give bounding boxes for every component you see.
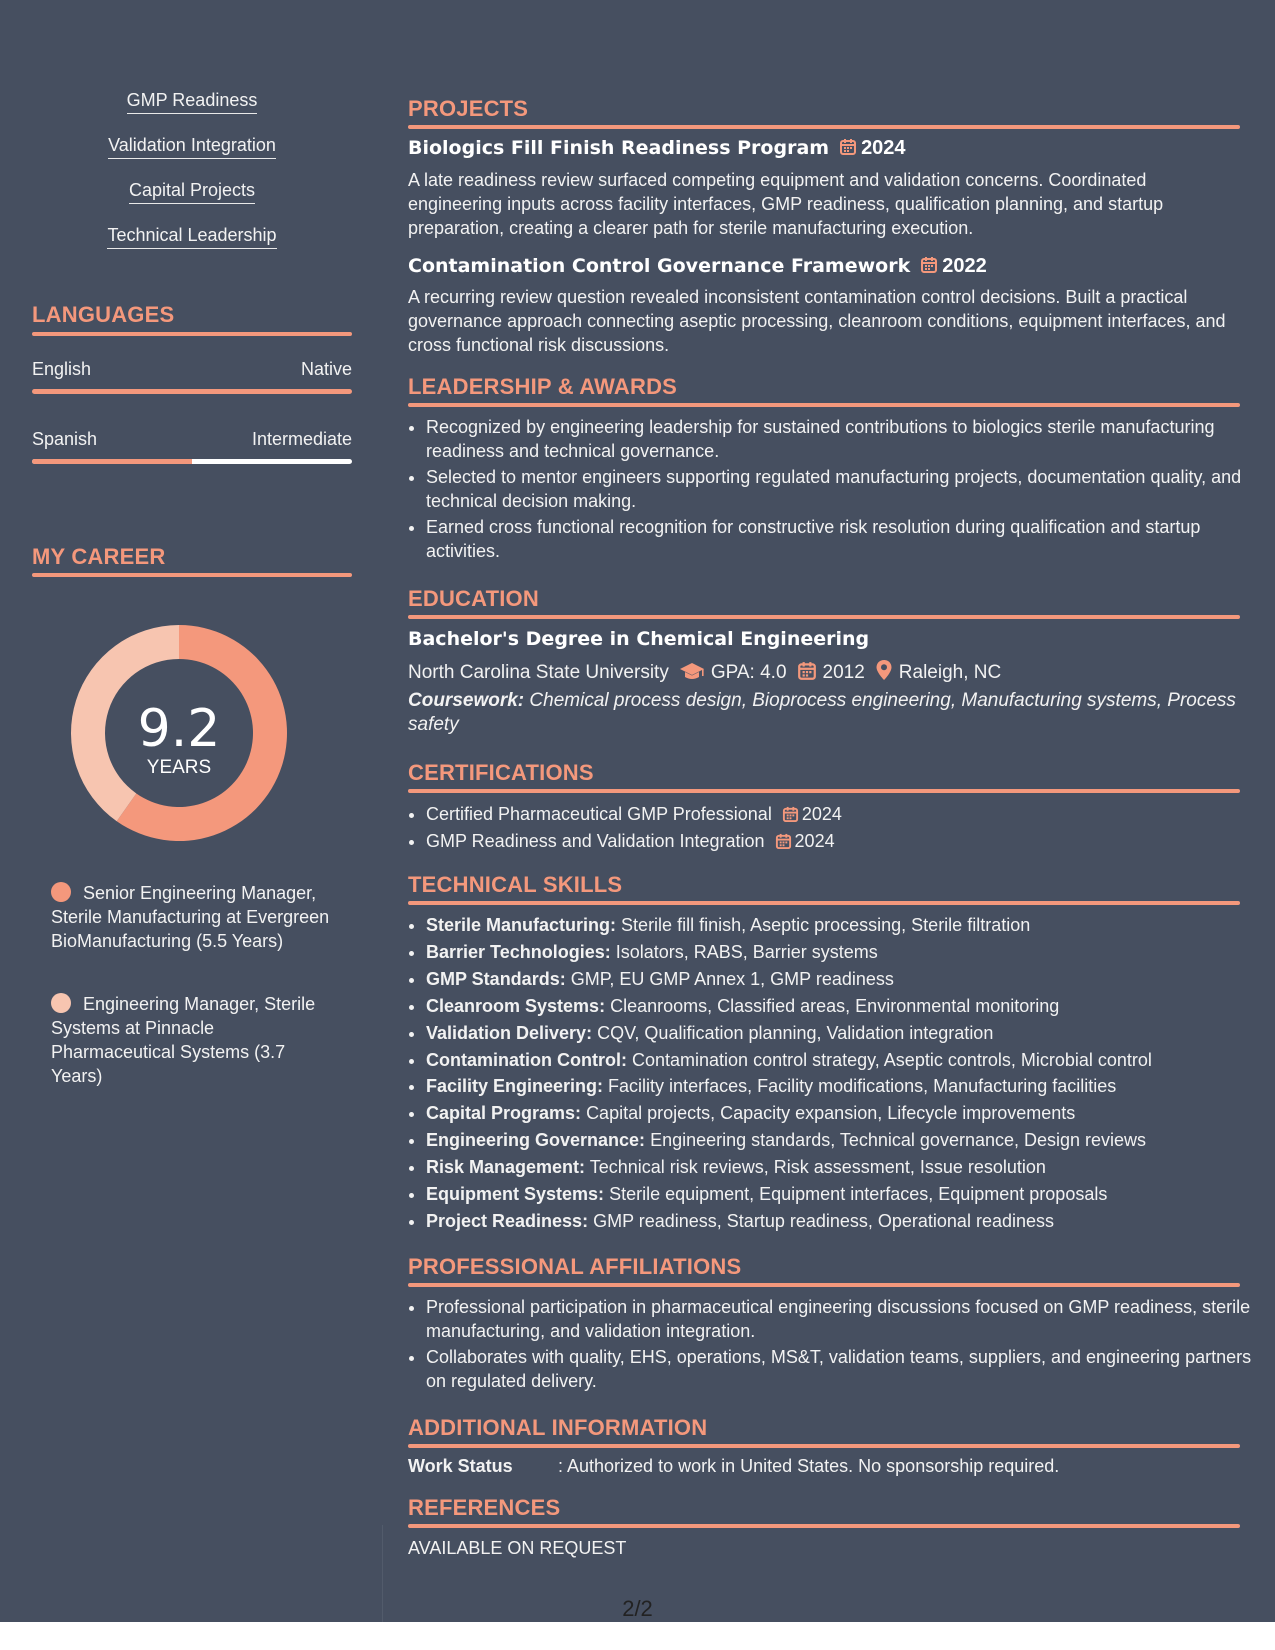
certifications-list bbox=[408, 801, 1258, 855]
graduation-cap-icon bbox=[679, 661, 705, 681]
skill-item bbox=[426, 1100, 1258, 1127]
language-bar-english bbox=[32, 389, 352, 394]
skill-category: Sterile Manufacturing: bbox=[426, 915, 617, 935]
language-bar-spanish bbox=[32, 459, 352, 464]
skill-values: Capital projects, Capacity expansion, Lifecycle improvements bbox=[586, 1103, 1076, 1124]
calendar-icon bbox=[775, 833, 792, 850]
education-details bbox=[408, 659, 1001, 684]
calendar-icon bbox=[782, 806, 799, 823]
list-item: • Collaborates with quality, EHS, operations, MS&T, validation teams, suppliers, and engineering partners on regulated delivery. bbox=[426, 1345, 1258, 1393]
certification-item bbox=[426, 828, 1258, 855]
career-item-text: Engineering Manager, Sterile Systems at Pinnacle Pharmaceutical Systems (3.7 Years) bbox=[51, 994, 316, 1086]
skill-item bbox=[426, 1181, 1258, 1208]
skill-item bbox=[426, 1073, 1258, 1100]
languages-heading: LANGUAGES bbox=[32, 302, 175, 327]
career-unit: YEARS bbox=[146, 757, 212, 778]
technical-skills-rule bbox=[408, 901, 1240, 905]
skill-category: Capital Programs: bbox=[426, 1103, 582, 1124]
main-content bbox=[408, 0, 1252, 1622]
career-donut-chart bbox=[64, 618, 294, 848]
career-item bbox=[51, 992, 341, 1088]
skill-category: Project Readiness: bbox=[426, 1210, 589, 1231]
project-year: 2024 bbox=[861, 137, 906, 159]
skill-values: Sterile fill finish, Aseptic processing, Sterile filtration bbox=[621, 915, 1031, 935]
language-level: Native bbox=[300, 359, 352, 379]
language-name: English bbox=[32, 359, 92, 379]
calendar-icon bbox=[797, 661, 817, 681]
calendar-icon bbox=[920, 256, 938, 274]
work-status-label: Work Status bbox=[408, 1456, 513, 1476]
school-name: North Carolina State University bbox=[408, 662, 669, 683]
skill-category: GMP Standards: bbox=[426, 968, 566, 989]
project-year: 2022 bbox=[942, 255, 987, 277]
skill-category: Barrier Technologies: bbox=[426, 941, 611, 962]
skill-item bbox=[426, 912, 1258, 939]
graduation-year: 2012 bbox=[822, 662, 865, 683]
certification-year: 2024 bbox=[794, 830, 835, 851]
work-status-value: : Authorized to work in United States. No sponsorship required. bbox=[558, 1456, 1060, 1476]
languages-rule bbox=[32, 332, 352, 336]
language-spanish bbox=[32, 429, 352, 450]
certifications-heading: CERTIFICATIONS bbox=[408, 760, 594, 785]
projects-rule bbox=[408, 125, 1240, 129]
calendar-icon bbox=[839, 138, 857, 156]
coursework-label: Coursework: bbox=[408, 690, 525, 711]
skill-values: GMP, EU GMP Annex 1, GMP readiness bbox=[570, 968, 894, 989]
career-item-text: Senior Engineering Manager, Sterile Manufacturing at Evergreen BioManufacturing (5.5 Years) bbox=[51, 883, 330, 951]
career-legend-dot bbox=[51, 882, 71, 902]
skill-values: Contamination control strategy, Aseptic controls, Microbial control bbox=[632, 1049, 1152, 1070]
references-rule bbox=[408, 1524, 1240, 1528]
language-name: Spanish bbox=[32, 429, 98, 449]
skill-values: Facility interfaces, Facility modifications, Manufacturing facilities bbox=[608, 1076, 1117, 1097]
career-total-years: 9.2 bbox=[137, 699, 221, 759]
gpa: GPA: 4.0 bbox=[710, 662, 787, 683]
list-item: • Recognized by engineering leadership for sustained contributions to biologics sterile manufacturing readiness and technical governance. bbox=[426, 415, 1258, 463]
career-rule bbox=[32, 573, 352, 577]
leadership-rule bbox=[408, 403, 1240, 407]
project-description: A late readiness review surfaced competing equipment and validation concerns. Coordinated engineering inputs across facility interfaces, GMP readiness, qualification planning, and startup preparation, creating a clearer path for sterile manufacturing execution. bbox=[408, 170, 1164, 238]
skill-link-gmp-readiness[interactable]: GMP Readiness bbox=[32, 88, 352, 112]
skill-item bbox=[426, 939, 1258, 966]
affiliations-heading: PROFESSIONAL AFFILIATIONS bbox=[408, 1254, 742, 1279]
language-bar-fill bbox=[32, 389, 352, 394]
language-level: Intermediate bbox=[251, 429, 352, 449]
leadership-list bbox=[408, 415, 1258, 565]
additional-info-heading: ADDITIONAL INFORMATION bbox=[408, 1415, 708, 1440]
project-title bbox=[408, 255, 987, 278]
technical-skills-list bbox=[408, 912, 1258, 1235]
list-item: • Professional participation in pharmaceutical engineering discussions focused on GMP readiness, sterile manufacturing, and validation integration. bbox=[426, 1295, 1258, 1343]
skill-item bbox=[426, 1127, 1258, 1154]
additional-info-rule bbox=[408, 1444, 1240, 1448]
skill-category: Equipment Systems: bbox=[426, 1184, 605, 1205]
skill-item bbox=[426, 1208, 1258, 1235]
certification-year: 2024 bbox=[801, 804, 842, 824]
degree-title: Bachelor's Degree in Chemical Engineering bbox=[408, 628, 870, 650]
coursework-text: Chemical process design, Bioprocess engineering, Manufacturing systems, Process safety bbox=[408, 690, 1236, 735]
career-legend-dot bbox=[51, 993, 71, 1013]
leadership-heading: LEADERSHIP & AWARDS bbox=[408, 374, 678, 399]
certification-name: GMP Readiness and Validation Integration bbox=[426, 830, 765, 851]
skill-category: Cleanroom Systems: bbox=[426, 995, 606, 1016]
skill-item bbox=[426, 1020, 1258, 1047]
project-name: Biologics Fill Finish Readiness Program bbox=[408, 137, 830, 159]
affiliations-list bbox=[408, 1295, 1258, 1395]
skill-values: CQV, Qualification planning, Validation integration bbox=[597, 1022, 994, 1043]
skill-values: Sterile equipment, Equipment interfaces, Equipment proposals bbox=[609, 1184, 1108, 1205]
skill-category: Risk Management: bbox=[426, 1157, 586, 1178]
skill-values: Technical risk reviews, Risk assessment, Issue resolution bbox=[589, 1157, 1046, 1178]
skill-values: GMP readiness, Startup readiness, Operational readiness bbox=[593, 1210, 1054, 1231]
location: Raleigh, NC bbox=[898, 662, 1002, 683]
skill-link-capital-projects[interactable]: Capital Projects bbox=[32, 178, 352, 202]
technical-skills-heading: TECHNICAL SKILLS bbox=[408, 872, 623, 897]
project-title bbox=[408, 137, 906, 160]
skill-item bbox=[426, 1154, 1258, 1181]
affiliations-rule bbox=[408, 1283, 1240, 1287]
skill-item bbox=[426, 1047, 1258, 1074]
skill-category: Validation Delivery: bbox=[426, 1022, 593, 1043]
skill-category: Contamination Control: bbox=[426, 1049, 627, 1070]
skill-category: Engineering Governance: bbox=[426, 1130, 646, 1151]
skill-values: Cleanrooms, Classified areas, Environmental monitoring bbox=[610, 995, 1060, 1016]
certification-name: Certified Pharmaceutical GMP Professional bbox=[426, 804, 772, 824]
list-item: • Earned cross functional recognition for constructive risk resolution during qualification and startup activities. bbox=[426, 515, 1258, 563]
skill-link-validation-integration[interactable]: Validation Integration bbox=[32, 133, 352, 157]
work-status bbox=[408, 1456, 1059, 1477]
skill-values: Isolators, RABS, Barrier systems bbox=[615, 941, 878, 962]
list-item: • Selected to mentor engineers supporting regulated manufacturing projects, documentation quality, and technical decision making. bbox=[426, 465, 1258, 513]
location-pin-icon bbox=[875, 659, 893, 681]
project-description: A recurring review question revealed inconsistent contamination control decisions. Built a practical governance approach connecting aseptic processing, cleanroom conditions, equipment interfaces, and cross functional risk discussions. bbox=[408, 287, 1226, 355]
career-heading: MY CAREER bbox=[32, 544, 166, 569]
skill-category: Facility Engineering: bbox=[426, 1076, 604, 1097]
coursework bbox=[408, 689, 1240, 737]
education-heading: EDUCATION bbox=[408, 586, 539, 611]
references-text: AVAILABLE ON REQUEST bbox=[408, 1538, 627, 1558]
career-item bbox=[51, 881, 341, 953]
skill-item bbox=[426, 993, 1258, 1020]
language-bar-fill bbox=[32, 459, 192, 464]
skill-values: Engineering standards, Technical governance, Design reviews bbox=[650, 1130, 1147, 1151]
references-heading: REFERENCES bbox=[408, 1495, 561, 1520]
certifications-rule bbox=[408, 789, 1240, 793]
skill-item bbox=[426, 966, 1258, 993]
certification-item bbox=[426, 801, 1258, 828]
language-english bbox=[32, 359, 352, 380]
projects-heading: PROJECTS bbox=[408, 96, 529, 121]
education-rule bbox=[408, 615, 1240, 619]
project-name: Contamination Control Governance Framework bbox=[408, 255, 911, 277]
skill-link-technical-leadership[interactable]: Technical Leadership bbox=[32, 223, 352, 247]
sidebar bbox=[32, 0, 352, 1622]
page-number: 2/2 bbox=[622, 1596, 653, 1621]
